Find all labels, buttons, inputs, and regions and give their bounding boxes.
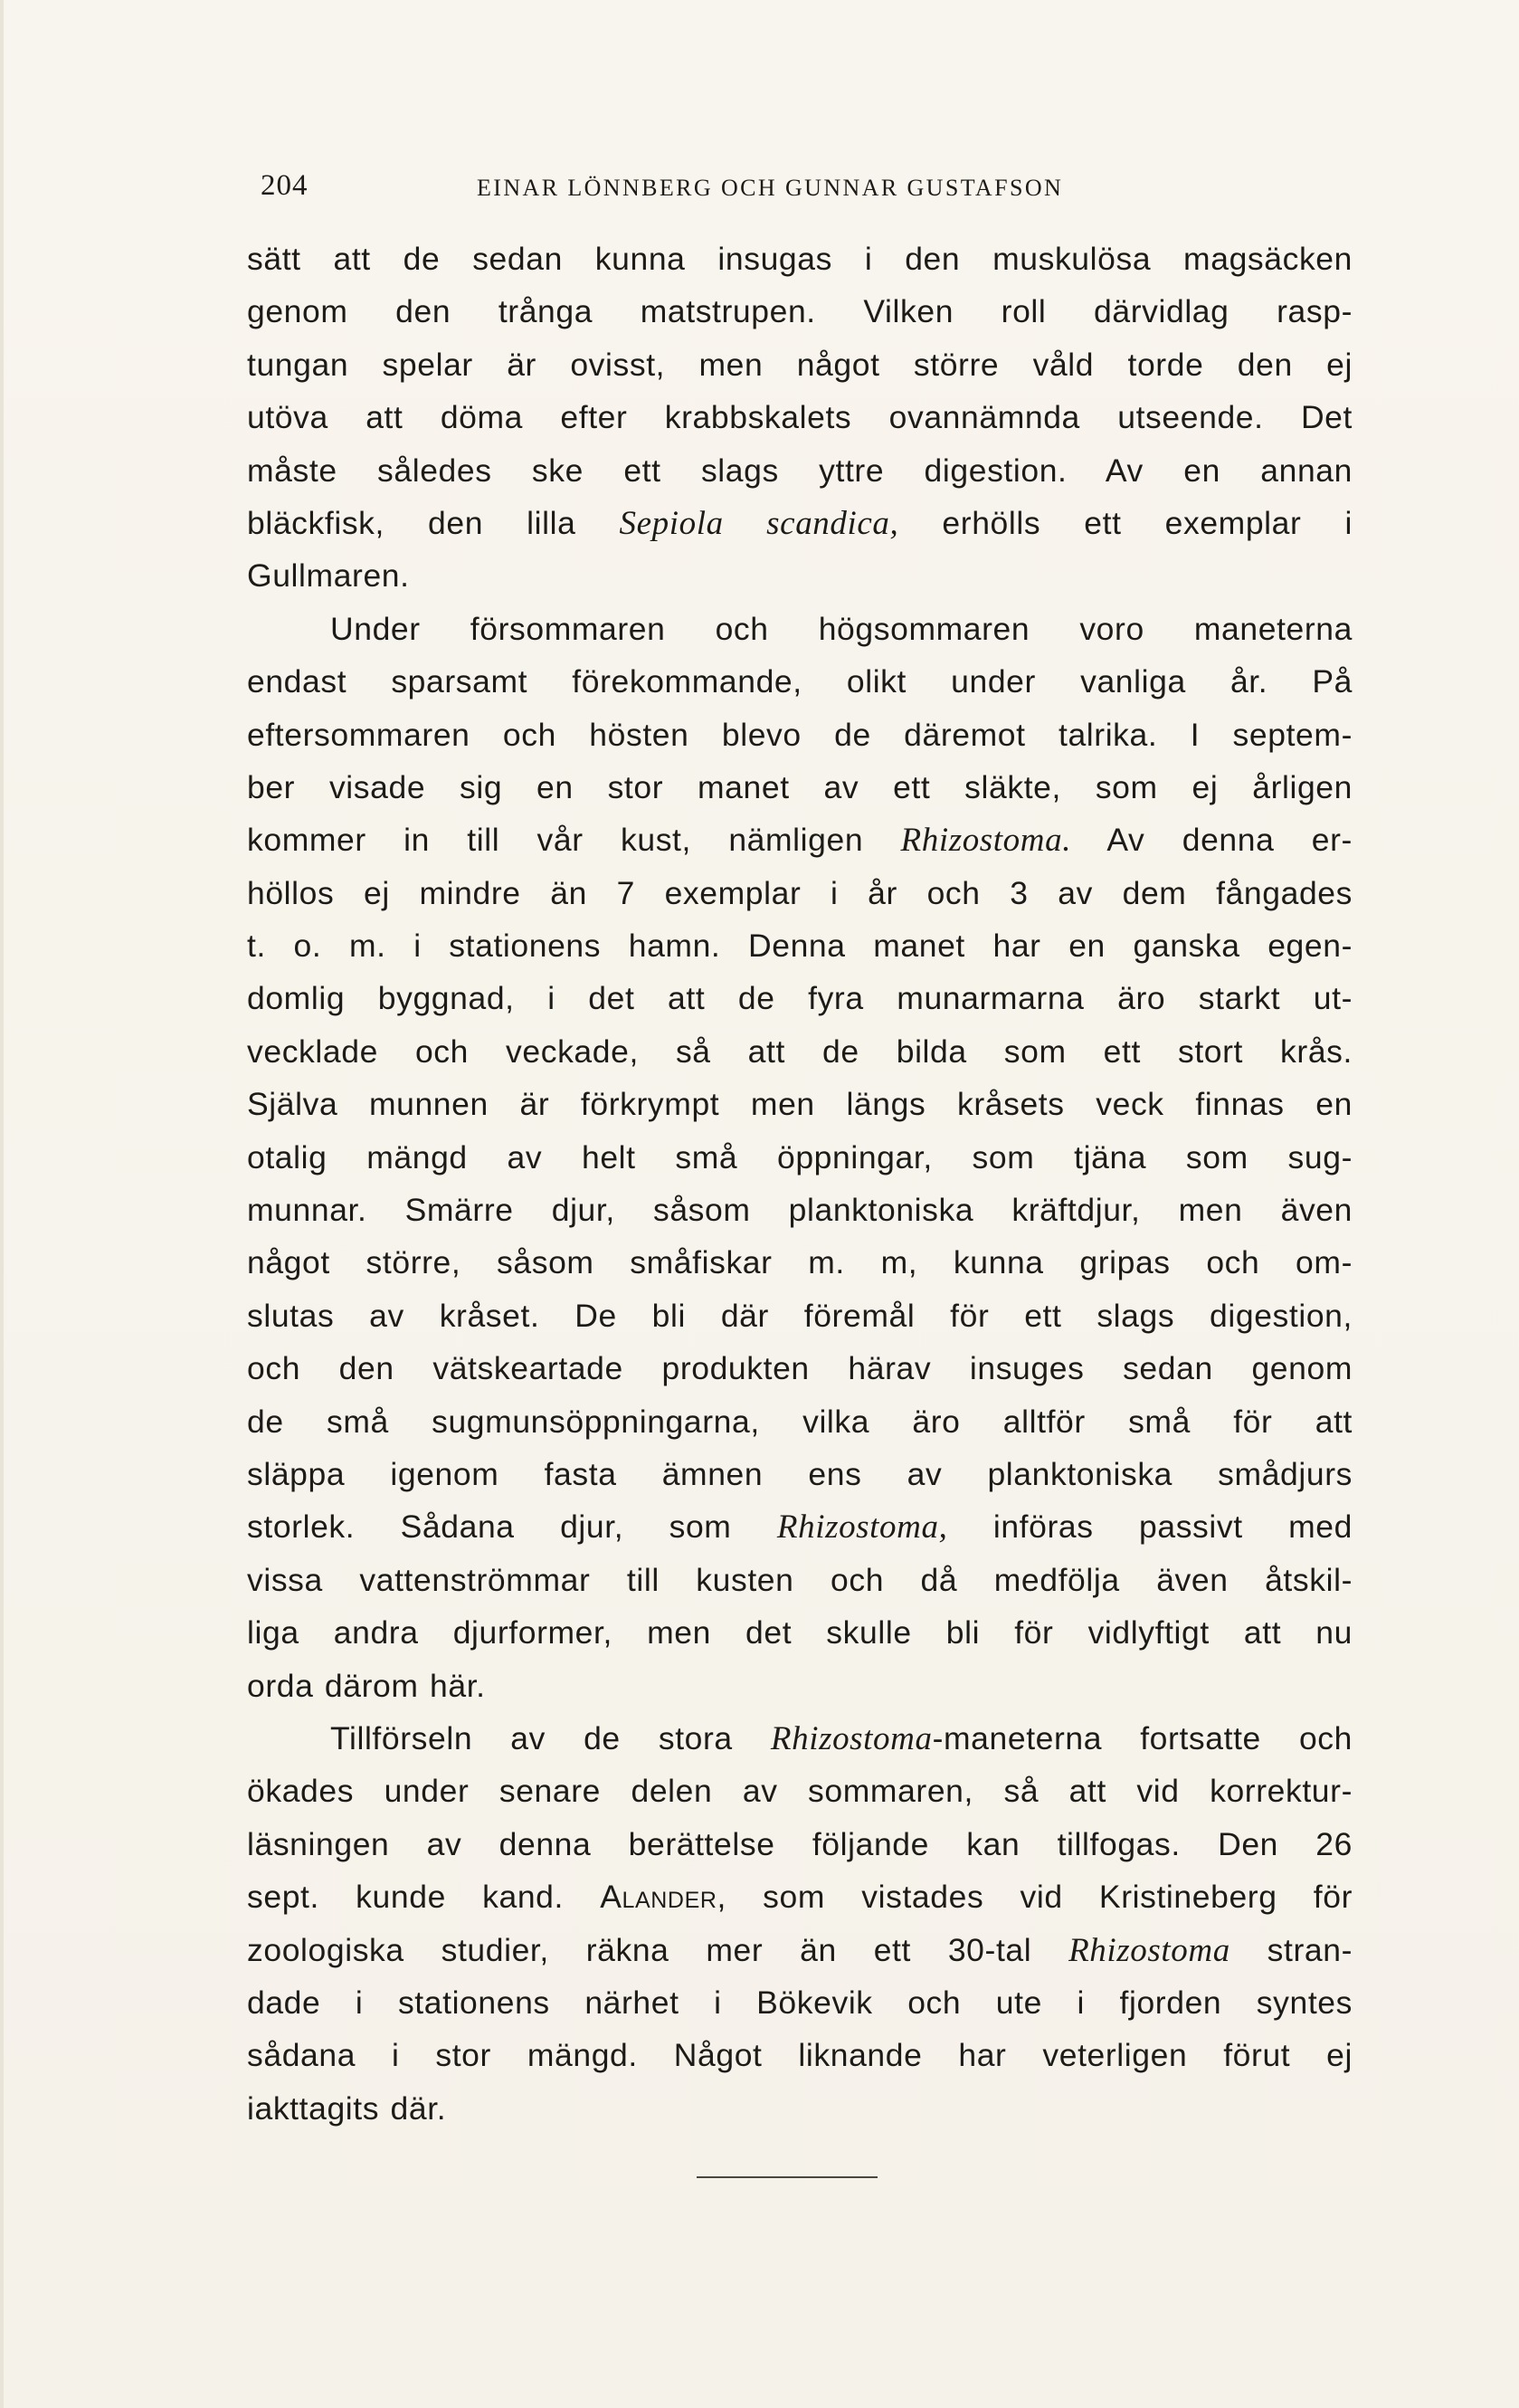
text-run: genom den trånga matstrupen. Vilken roll därvidlag rasp-	[247, 293, 1353, 330]
text-line	[247, 391, 1353, 443]
text-run: Tillförseln av de stora	[330, 1719, 771, 1756]
text-run: t. o. m. i stationens hamn. Denna manet har en ganska egen-	[247, 928, 1353, 965]
text-line	[247, 1131, 1353, 1184]
text-line	[247, 1395, 1353, 1448]
text-run: dade i stationens närhet i Bökevik och ute i fjorden syntes	[247, 1984, 1353, 2021]
text-line	[247, 655, 1353, 708]
text-run: slutas av kråset. De bli där föremål för ett slags digestion,	[247, 1297, 1353, 1334]
text-run: endast sparsamt förekommande, olikt under vanliga år. På	[247, 663, 1353, 700]
text-run: munnar. Smärre djur, såsom planktoniska kräftdjur, men även	[247, 1192, 1353, 1229]
text-line	[247, 867, 1353, 919]
text-line	[247, 1184, 1353, 1236]
text-line	[247, 1554, 1353, 1606]
text-run: tungan spelar är ovisst, men något större våld torde den ej	[247, 346, 1353, 383]
closing-rule	[697, 2176, 878, 2178]
text-run: stran-	[1229, 1931, 1353, 1968]
italic-taxon: Rhizostoma	[1068, 1931, 1230, 1969]
text-line	[247, 1025, 1353, 1078]
text-run: kommer in till vår kust, nämligen	[247, 822, 901, 859]
text-line	[247, 1290, 1353, 1342]
text-run: släppa igenom fasta ämnen ens av planktoniska smådjurs	[247, 1455, 1353, 1492]
small-caps-name: Alander	[600, 1879, 717, 1916]
text-run: Själva munnen är förkrympt men längs kråsets veck finnas en	[247, 1086, 1353, 1123]
text-run: måste således ske ett slags yttre digestion. Av en annan	[247, 452, 1353, 489]
text-line	[247, 338, 1353, 391]
text-run: liga andra djurformer, men det skulle bli för vidlyftigt att nu	[247, 1614, 1353, 1651]
body-text	[247, 233, 1353, 2135]
text-run: Under försommaren och högsommaren voro maneterna	[330, 610, 1353, 647]
text-line	[247, 1500, 1353, 1553]
text-run: ökades under senare delen av sommaren, så att vid korrektur-	[247, 1773, 1353, 1810]
text-line	[247, 1818, 1353, 1870]
italic-taxon: Rhizostoma,	[776, 1509, 948, 1547]
text-line	[247, 444, 1353, 497]
italic-taxon: Rhizostoma.	[900, 822, 1072, 860]
text-line	[247, 1078, 1353, 1130]
text-run: vissa vattenströmmar till kusten och då medfölja även åtskil-	[247, 1561, 1353, 1598]
text-run: ber visade sig en stor manet av ett släkte, som ej årligen	[247, 768, 1353, 805]
text-run: storlek. Sådana djur, som	[247, 1509, 777, 1546]
text-line	[247, 1236, 1353, 1289]
italic-taxon: Rhizostoma	[770, 1719, 933, 1757]
text-run: , som vistades vid Kristineberg för	[717, 1879, 1353, 1916]
text-run: iakttagits där.	[247, 2089, 447, 2127]
text-line	[247, 549, 1353, 602]
text-run: utöva att döma efter krabbskalets ovannämnda utseende. Det	[247, 399, 1353, 436]
text-line	[247, 1606, 1353, 1659]
text-run: vecklade och veckade, så att de bilda som ett stort krås.	[247, 1033, 1353, 1070]
text-line	[247, 972, 1353, 1024]
text-run: Av denna er-	[1071, 822, 1353, 859]
text-run: höllos ej mindre än 7 exemplar i år och 3 av dem fångades	[247, 874, 1353, 911]
text-run: sätt att de sedan kunna insugas i den muskulösa magsäcken	[247, 241, 1353, 277]
text-line	[247, 2029, 1353, 2081]
text-line	[247, 2082, 1353, 2135]
text-line	[247, 1765, 1353, 1817]
text-run: orda därom här.	[247, 1667, 486, 1704]
text-run: läsningen av denna berättelse följande kan tillfogas. Den 26	[247, 1825, 1353, 1862]
text-line	[247, 603, 1353, 655]
text-line	[247, 1870, 1353, 1923]
text-line	[247, 919, 1353, 972]
text-line	[247, 1976, 1353, 2029]
text-line	[247, 1712, 1353, 1765]
text-run: -maneterna fortsatte och	[932, 1719, 1353, 1756]
italic-taxon: Sepiola scandica,	[619, 504, 899, 542]
text-line	[247, 814, 1353, 866]
text-run: zoologiska studier, räkna mer än ett 30-tal	[247, 1931, 1069, 1968]
text-line	[247, 709, 1353, 761]
paragraph	[247, 603, 1353, 1712]
text-line	[247, 761, 1353, 814]
text-run: något större, såsom småfiskar m. m, kunna gripas och om-	[247, 1244, 1353, 1281]
text-run: eftersommaren och hösten blevo de däremot talrika. I septem-	[247, 716, 1353, 753]
text-run: införas passivt med	[947, 1509, 1353, 1546]
text-run: otalig mängd av helt små öppningar, som tjäna som sug-	[247, 1138, 1353, 1175]
text-run: erhölls ett exemplar i	[898, 504, 1353, 541]
text-line	[247, 1448, 1353, 1500]
text-line	[247, 233, 1353, 285]
paragraph	[247, 1712, 1353, 2135]
paragraph	[247, 233, 1353, 603]
running-title: EINAR LÖNNBERG OCH GUNNAR GUSTAFSON	[477, 175, 1064, 201]
text-line	[247, 497, 1353, 549]
page-edge	[0, 0, 4, 2408]
text-run: de små sugmunsöppningarna, vilka äro alltför små för att	[247, 1403, 1353, 1440]
text-run: sådana i stor mängd. Något liknande har veterligen förut ej	[247, 2037, 1353, 2074]
text-line	[247, 285, 1353, 338]
text-run: bläckfisk, den lilla	[247, 504, 620, 541]
text-line	[247, 1660, 1353, 1712]
text-run: och den vätskeartade produkten härav insuges sedan genom	[247, 1350, 1353, 1387]
text-run: Gullmaren.	[247, 557, 410, 595]
text-line	[247, 1924, 1353, 1976]
text-run: sept. kunde kand.	[247, 1879, 601, 1916]
text-line	[247, 1342, 1353, 1394]
page-number: 204	[261, 169, 309, 202]
text-run: domlig byggnad, i det att de fyra munarmarna äro starkt ut-	[247, 980, 1353, 1017]
running-head	[246, 169, 1368, 214]
